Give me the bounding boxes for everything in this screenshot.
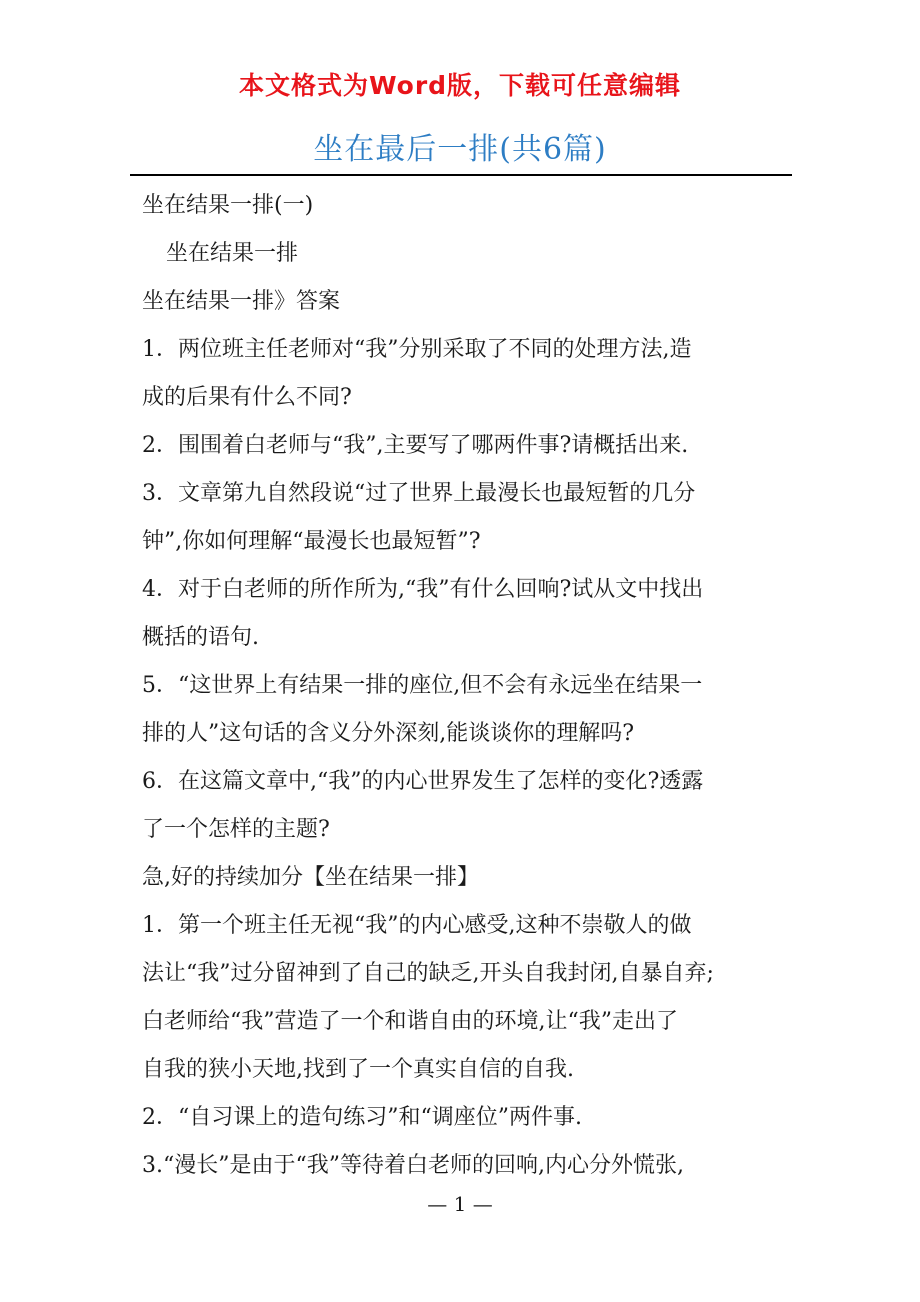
document-body	[142, 182, 782, 1190]
subheading: 坐在结果一排	[166, 241, 299, 266]
question-4-line-2: 概括的语句.	[142, 625, 259, 650]
answer-2: 2．“自习课上的造句练习”和“调座位”两件事.	[142, 1105, 582, 1130]
page-number: — 1 —	[427, 1192, 493, 1216]
question-5-line-2: 排的人”这句话的含义分外深刻,能谈谈你的理解吗?	[142, 721, 635, 746]
answers-heading: 急,好的持续加分【坐在结果一排】	[142, 865, 479, 890]
answer-1-line-4: 自我的狭小天地,找到了一个真实自信的自我.	[142, 1057, 574, 1082]
answer-3-line-1: 3.“漫长”是由于“我”等待着白老师的回响,内心分外慌张,	[142, 1153, 684, 1178]
question-3-line-2: 钟”,你如何理解“最漫长也最短暂”?	[142, 529, 481, 554]
question-4-line-1: 4．对于白老师的所作所为,“我”有什么回响?试从文中找出	[142, 577, 704, 602]
answer-1-line-2: 法让“我”过分留神到了自己的缺乏,开头自我封闭,自暴自弃;	[142, 961, 714, 986]
question-2: 2．围围着白老师与“我”,主要写了哪两件事?请概括出来.	[142, 433, 689, 458]
question-3-line-1: 3．文章第九自然段说“过了世界上最漫长也最短暂的几分	[142, 481, 696, 506]
question-6-line-1: 6．在这篇文章中,“我”的内心世界发生了怎样的变化?透露	[142, 769, 704, 794]
question-5-line-1: 5．“这世界上有结果一排的座位,但不会有永远坐在结果一	[142, 673, 703, 698]
question-6-line-2: 了一个怎样的主题?	[142, 817, 330, 842]
document-title: 坐在最后一排(共6篇)	[313, 132, 607, 167]
answer-1-line-1: 1．第一个班主任无视“我”的内心感受,这种不崇敬人的做	[142, 913, 692, 938]
format-notice-banner: 本文格式为Word版，下载可任意编辑	[238, 71, 682, 100]
question-1-line-2: 成的后果有什么不同?	[142, 385, 352, 410]
question-1-line-1: 1．两位班主任老师对“我”分别采取了不同的处理方法,造	[142, 337, 692, 362]
answer-heading: 坐在结果一排》答案	[142, 289, 341, 314]
answer-1-line-3: 白老师给“我”营造了一个和谐自由的环境,让“我”走出了	[142, 1009, 678, 1034]
title-divider	[130, 174, 792, 176]
section-heading: 坐在结果一排(一)	[142, 193, 314, 218]
